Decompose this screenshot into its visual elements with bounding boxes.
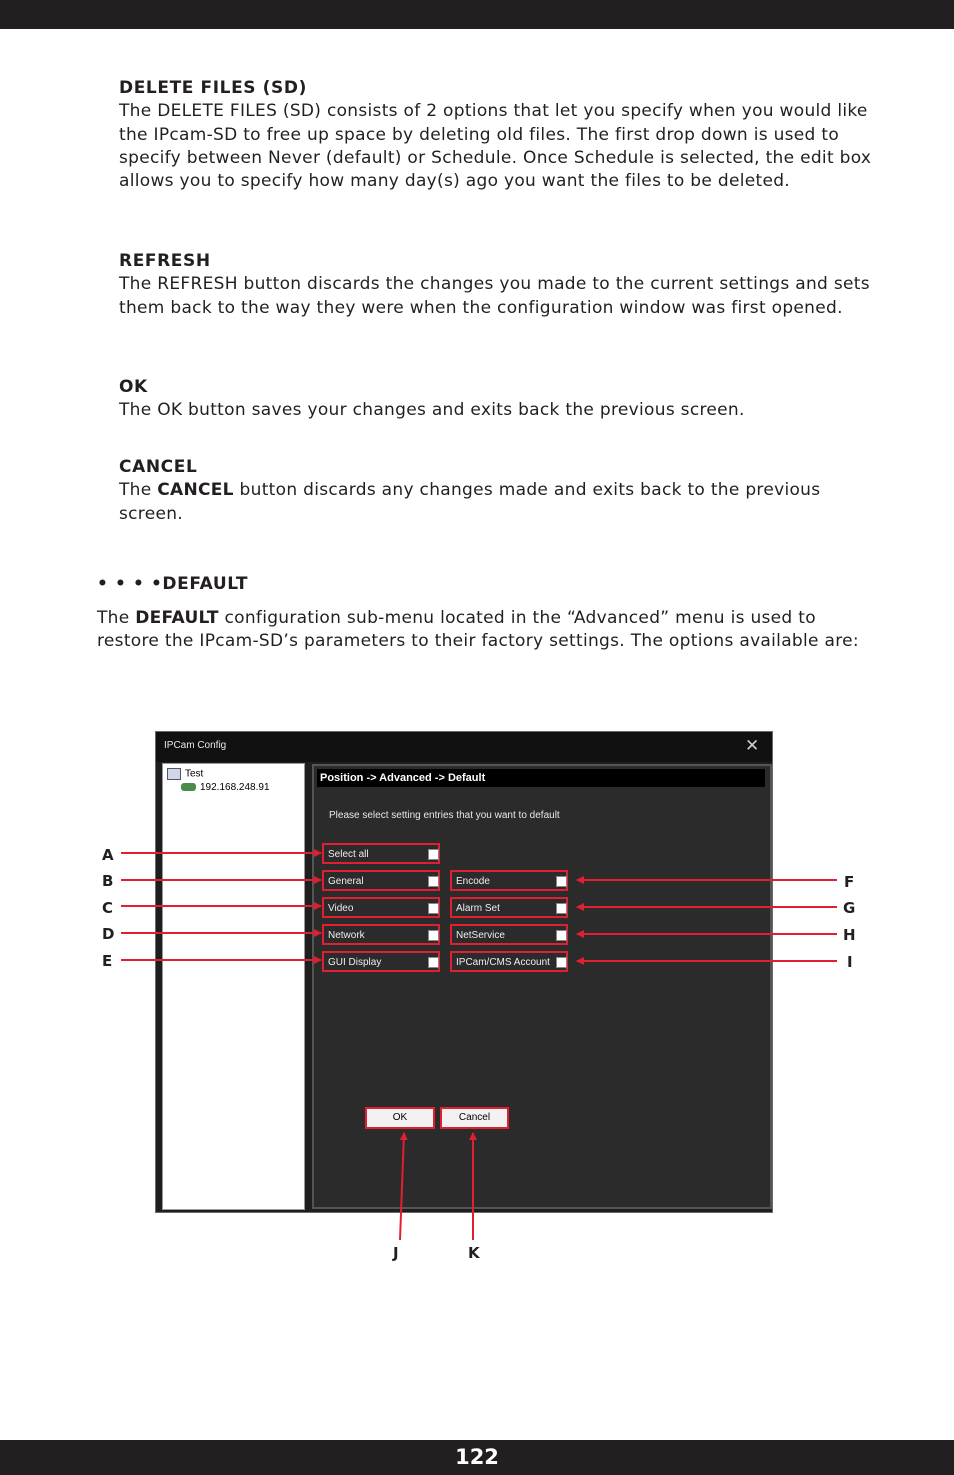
callout-d: D [102, 925, 115, 943]
section-body: The CANCEL button discards any changes made and exits back to the previous screen. [119, 480, 821, 524]
default-heading: • • • •DEFAULT [97, 574, 249, 594]
option-general[interactable]: General [322, 870, 440, 891]
section-title: REFRESH [119, 251, 211, 271]
option-video[interactable]: Video [322, 897, 440, 918]
tree-item-test[interactable]: Test [167, 768, 203, 780]
option-netservice[interactable]: NetService [450, 924, 568, 945]
cancel-button[interactable]: Cancel [440, 1107, 509, 1129]
option-alarm-set[interactable]: Alarm Set [450, 897, 568, 918]
callout-c: C [102, 899, 114, 917]
callout-j: J [393, 1244, 399, 1262]
section-title: CANCEL [119, 457, 198, 477]
section-body: The REFRESH button discards the changes you made to the current settings and sets them back to the way they were when the configuration window was first opened. [119, 274, 870, 318]
page-number: 122 [0, 1440, 954, 1475]
option-gui-display[interactable]: GUI Display [322, 951, 440, 972]
panel-breadcrumb: Position -> Advanced -> Default [317, 769, 765, 787]
ok-button[interactable]: OK [365, 1107, 435, 1129]
option-select-all[interactable]: Select all [322, 843, 440, 864]
option-encode[interactable]: Encode [450, 870, 568, 891]
section-title: OK [119, 377, 148, 397]
callout-e: E [102, 952, 113, 970]
section-body: The OK button saves your changes and exits back the previous screen. [119, 400, 745, 421]
option-network[interactable]: Network [322, 924, 440, 945]
default-intro: The DEFAULT configuration sub-menu located in the “Advanced” menu is used to restore the IPcam-SD’s parameters to their factory settings. The options available are: [97, 608, 859, 652]
option-ipcam-cms-account[interactable]: IPCam/CMS Account [450, 951, 568, 972]
arrow-j [400, 1133, 404, 1240]
section-body: The DELETE FILES (SD) consists of 2 options that let you specify when you would like the IPcam-SD to free up space by deleting old files. The first drop down is used to specify between Never (default) or Schedule. Once Schedule is selected, the edit box allows you to specify how many day(s) ago you want the files to be deleted. [119, 101, 872, 192]
window-title: IPCam Config [164, 740, 227, 751]
callout-a: A [102, 846, 114, 864]
callout-b: B [102, 872, 114, 890]
tree-item-device[interactable]: 192.168.248.91 [181, 782, 270, 793]
instruction-text: Please select setting entries that you want to default [329, 810, 560, 821]
callout-f: F [844, 873, 855, 891]
callout-i: I [847, 953, 853, 971]
callout-h: H [843, 926, 856, 944]
section-title: DELETE FILES (SD) [119, 78, 307, 98]
callout-g: G [843, 899, 856, 917]
callout-k: K [468, 1244, 480, 1262]
close-icon[interactable]: ✕ [745, 736, 760, 755]
